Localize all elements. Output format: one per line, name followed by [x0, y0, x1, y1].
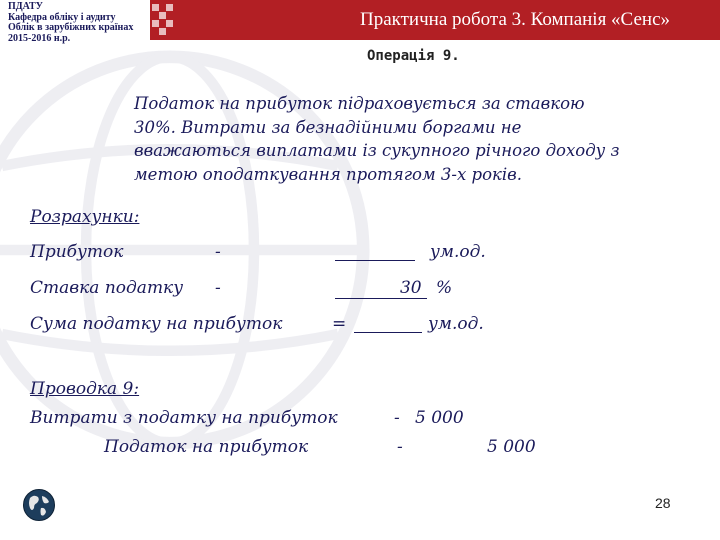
- organization-info: [8, 2, 158, 44]
- profit-dash: -: [215, 242, 221, 262]
- debit-label: Витрати з податку на прибуток: [30, 408, 338, 428]
- org-line: Кафедра обліку і аудиту: [8, 11, 116, 23]
- org-line: ПДАТУ: [8, 1, 44, 12]
- paragraph-line: Податок на прибуток підраховується за ставкою: [134, 94, 585, 113]
- rate-unit: %: [436, 278, 453, 298]
- profit-blank: [335, 242, 415, 266]
- profit-unit: ум.од.: [430, 242, 486, 262]
- org-line: 2015-2016 н.р.: [8, 32, 71, 44]
- slide-title: Практична робота 3. Компанія «Сенс»: [359, 9, 670, 30]
- rate-value-field: [335, 278, 427, 299]
- entry-heading: Проводка 9:: [30, 379, 140, 399]
- checker-decoration-icon: [150, 0, 178, 40]
- rate-dash: -: [215, 278, 221, 298]
- credit-label: Податок на прибуток: [104, 437, 309, 457]
- description-paragraph: [134, 92, 714, 186]
- rate-value: 30: [399, 278, 422, 298]
- calc-heading: Розрахунки:: [30, 207, 140, 227]
- rate-label: Ставка податку: [30, 278, 184, 298]
- paragraph-line: 30%. Витрати за безнадійними боргами не: [134, 117, 522, 137]
- tax-unit: ум.од.: [428, 314, 484, 334]
- credit-dash: -: [397, 437, 403, 457]
- tax-equals: =: [332, 314, 347, 334]
- paragraph-line: вважаються виплатами із сукупного річного доходу з: [134, 141, 620, 160]
- org-line: Облік в зарубіжних країнах: [8, 22, 134, 33]
- debit-dash: -: [394, 408, 400, 428]
- globe-icon: [22, 488, 56, 522]
- page-number: 28: [655, 495, 671, 511]
- profit-label: Прибуток: [30, 242, 124, 262]
- header-bar: [160, 0, 720, 40]
- operation-title: Операція 9.: [367, 48, 460, 64]
- paragraph-line: метою оподаткування протягом 3-х років.: [134, 164, 522, 184]
- credit-amount: 5 000: [487, 437, 536, 457]
- tax-blank: [354, 314, 422, 338]
- debit-amount: 5 000: [415, 408, 464, 428]
- tax-label: Сума податку на прибуток: [30, 314, 283, 334]
